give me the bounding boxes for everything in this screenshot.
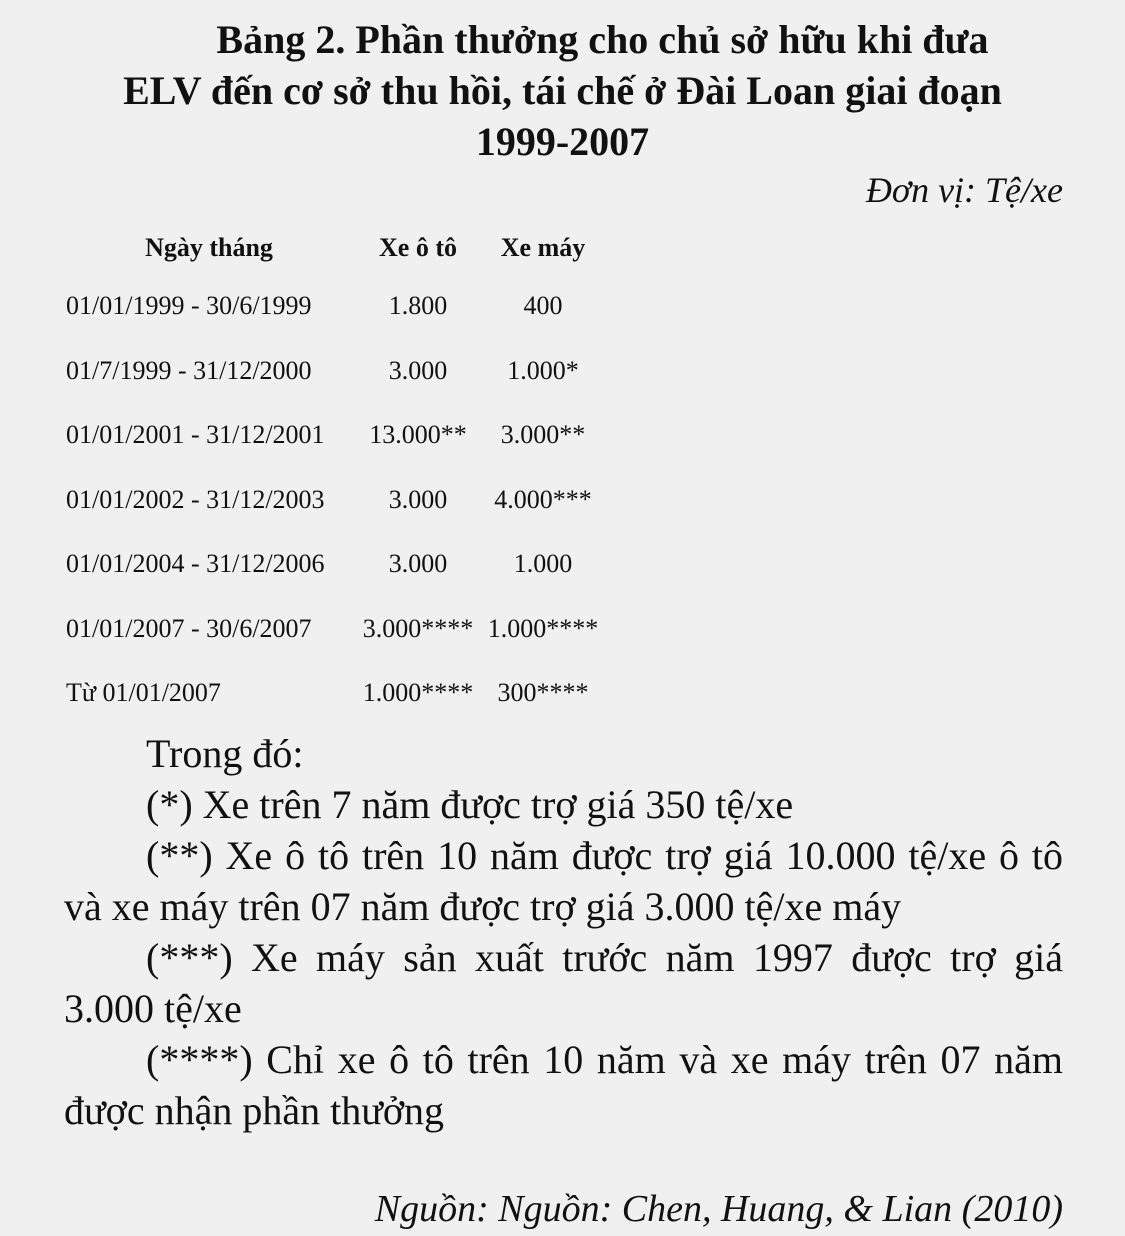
cell-car: 3.000 [388, 355, 448, 385]
unit-label: Đơn vị: Tệ/xe [865, 170, 1063, 210]
cell-motorbike: 1.000 [513, 549, 573, 579]
cell-car: 1.000**** [362, 678, 474, 708]
cell-motorbike: 300**** [497, 678, 589, 708]
table-row [60, 532, 608, 597]
cell-motorbike: 400 [523, 291, 563, 321]
cell-date: 01/01/2002 - 31/12/2003 [66, 484, 325, 514]
note-item: (****) Chỉ xe ô tô trên 10 năm và xe máy trên 07 năm được nhận phần thưởng [64, 1037, 1063, 1133]
cell-motorbike: 4.000*** [494, 484, 592, 514]
source-citation: Nguồn: Nguồn: Chen, Huang, & Lian (2010) [374, 1188, 1063, 1230]
cell-motorbike: 1.000**** [487, 613, 599, 643]
table-row [60, 468, 608, 533]
title-line-2: ELV đến cơ sở thu hồi, tái chế ở Đài Loan giai đoạn [123, 68, 1002, 113]
header-motorbike: Xe máy [500, 233, 586, 262]
reward-table [60, 222, 608, 726]
cell-date: 01/01/2001 - 31/12/2001 [66, 420, 325, 450]
cell-motorbike: 1.000* [507, 355, 579, 385]
header-date: Ngày tháng [145, 233, 273, 262]
cell-date: Từ 01/01/2007 [66, 678, 221, 708]
title-line-3: 1999-2007 [475, 119, 650, 164]
note-item: (***) Xe máy sản xuất trước năm 1997 được trợ giá 3.000 tệ/xe [64, 935, 1063, 1031]
notes-section [64, 728, 1063, 1136]
table-title [60, 14, 1065, 167]
notes-heading: Trong đó: [146, 731, 304, 776]
note-item: (**) Xe ô tô trên 10 năm được trợ giá 10.000 tệ/xe ô tô và xe máy trên 07 năm được trợ giá 3.000 tệ/xe máy [64, 833, 1063, 929]
cell-car: 1.800 [388, 291, 448, 321]
table-row [60, 274, 608, 339]
cell-date: 01/01/1999 - 30/6/1999 [66, 291, 312, 321]
cell-car: 3.000 [388, 484, 448, 514]
cell-car: 3.000 [388, 549, 448, 579]
table-header-row [60, 222, 608, 274]
table-row [60, 403, 608, 468]
table-row [60, 661, 608, 726]
cell-date: 01/7/1999 - 31/12/2000 [66, 355, 312, 385]
note-item: (*) Xe trên 7 năm được trợ giá 350 tệ/xe [146, 782, 794, 827]
table-row [60, 597, 608, 662]
cell-date: 01/01/2004 - 31/12/2006 [66, 549, 325, 579]
cell-car: 13.000** [369, 420, 467, 450]
cell-car: 3.000**** [362, 613, 474, 643]
table-row [60, 339, 608, 404]
title-line-1: Bảng 2. Phần thưởng cho chủ sở hữu khi đưa [216, 17, 989, 62]
cell-date: 01/01/2007 - 30/6/2007 [66, 613, 312, 643]
header-car: Xe ô tô [379, 233, 457, 262]
cell-motorbike: 3.000** [500, 420, 586, 450]
